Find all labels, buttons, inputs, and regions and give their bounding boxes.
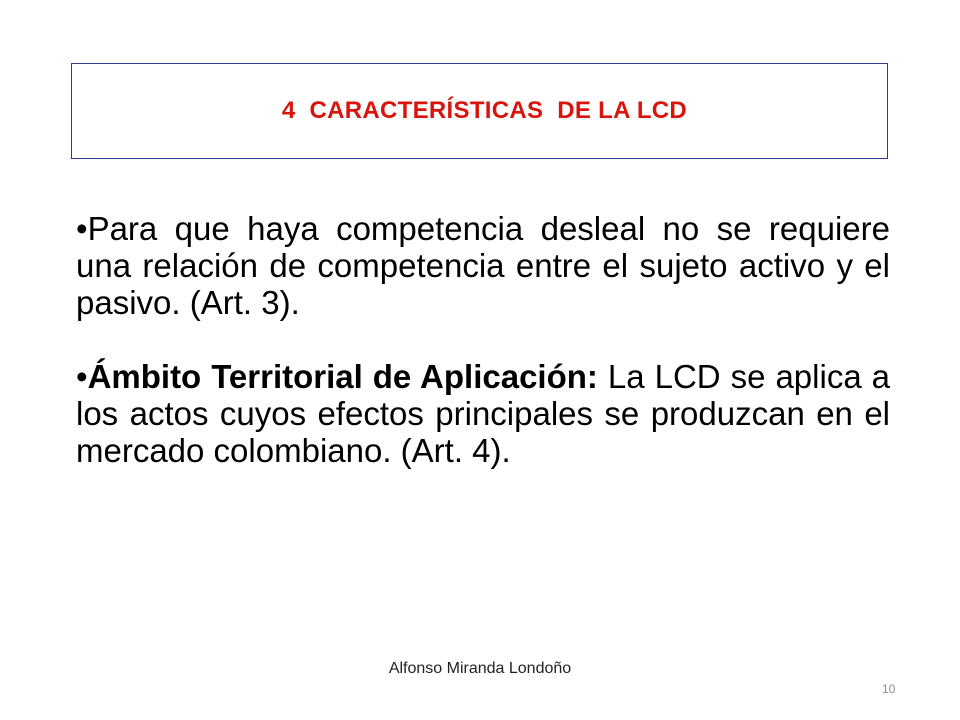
bullet-marker: • [76,210,88,247]
bullet-lead: Ámbito Territorial de Aplicación: [87,358,598,395]
page-number: 10 [882,682,896,696]
slide-title: 4 CARACTERÍSTICAS DE LA LCD [281,97,688,124]
bullet-marker: • [76,358,88,395]
bullet-item [76,210,890,321]
bullet-item [76,358,890,469]
footer-author: Alfonso Miranda Londoño [388,660,572,677]
title-box [71,63,888,159]
bullet-text: La LCD se aplica a los actos cuyos efectos principales se produzcan en el mercado colombiano. (Art. 4). [76,358,891,469]
bullet-text: Para que haya competencia desleal no se requiere una relación de competencia entre el sujeto activo y el pasivo. (Art. 3). [76,210,890,321]
bullet-list [76,210,890,469]
